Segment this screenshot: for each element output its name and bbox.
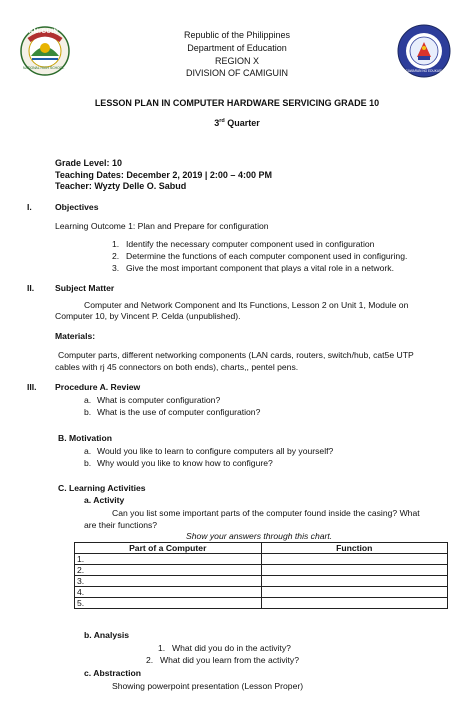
table-row [75, 565, 448, 576]
header-line-2: Department of Education [187, 43, 287, 53]
procedure-heading: Procedure A. Review [55, 382, 141, 392]
analysis-num-2: 2. [146, 655, 154, 665]
objective-text-2: Determine the functions of each computer component used in configuring. [126, 251, 408, 261]
table-row [75, 576, 448, 587]
motivation-num-b: b. [84, 458, 92, 468]
table-cell-part: 2. [75, 565, 262, 576]
objective-text-3: Give the most important component that plays a vital role in a network. [126, 263, 394, 273]
activity-table [74, 542, 448, 609]
table-cell-part: 4. [75, 587, 262, 598]
section-number-objectives: I. [27, 202, 32, 212]
motivation-text-a: Would you like to learn to configure computers all by yourself? [97, 446, 334, 456]
activity-line-2: are their functions? [84, 520, 158, 530]
objective-num-2: 2. [112, 251, 120, 261]
school-logo-top-text: CAMIGUIN [24, 29, 59, 35]
materials-line-1: Computer parts, different networking components (LAN cards, routers, switch/hub, cat5e UTP [58, 350, 414, 360]
objective-num-3: 3. [112, 263, 120, 273]
analysis-text-2: What did you learn from the activity? [160, 655, 299, 665]
header-line-4: DIVISION OF CAMIGUIN [185, 68, 288, 78]
section-number-subject: II. [27, 283, 35, 293]
deped-seal-text: KAGAWARAN NG EDUKASYON [401, 69, 449, 73]
motivation-num-a: a. [84, 446, 92, 456]
review-num-b: b. [84, 407, 92, 417]
analysis-num-1: 1. [158, 643, 166, 653]
teacher-name: Teacher: Wyzty Delle O. Sabud [55, 181, 187, 191]
table-row [75, 554, 448, 565]
quarter-word: Quarter [227, 118, 260, 128]
quarter-suffix: rd [219, 118, 225, 124]
table-cell-part: 5. [75, 598, 262, 609]
subject-line-1: Computer and Network Component and Its Functions, Lesson 2 on Unit 1, Module on [84, 300, 409, 310]
section-heading-objectives: Objectives [55, 202, 99, 212]
quarter-number: 3 [214, 118, 220, 128]
objective-num-1: 1. [112, 239, 120, 249]
table-cell-part: 1. [75, 554, 262, 565]
table-header-part: Part of a Computer [75, 543, 262, 554]
review-text-a: What is computer configuration? [97, 395, 221, 405]
motivation-heading: B. Motivation [58, 433, 112, 443]
materials-line-2: cables with rj 45 connectors on both ends), charts,, pentel pens. [55, 362, 299, 372]
abstraction-heading: c. Abstraction [84, 668, 141, 678]
header-line-3: REGION X [214, 56, 259, 66]
learning-activities-heading: C. Learning Activities [58, 483, 146, 493]
learning-outcome: Learning Outcome 1: Plan and Prepare for configuration [55, 221, 269, 231]
table-row [75, 598, 448, 609]
teaching-dates: Teaching Dates: December 2, 2019 | 2:00 – 4:00 PM [55, 170, 272, 180]
table-header-function: Function [261, 543, 448, 554]
header-line-1: Republic of the Philippines [183, 30, 291, 40]
materials-heading: Materials: [55, 331, 96, 341]
analysis-heading: b. Analysis [84, 630, 130, 640]
grade-level: Grade Level: 10 [55, 158, 123, 168]
activity-heading: a. Activity [84, 495, 125, 505]
subject-line-2: Computer 10, by Vincent P. Celda (unpublished). [55, 311, 241, 321]
section-heading-subject: Subject Matter [55, 283, 115, 293]
abstraction-text: Showing powerpoint presentation (Lesson Proper) [112, 681, 304, 691]
table-cell-function [261, 576, 448, 587]
school-logo-bottom-text: NATIONAL HIGH SCHOOL [23, 66, 65, 70]
objective-text-1: Identify the necessary computer component used in configuration [126, 239, 375, 249]
chart-caption: Show your answers through this chart. [186, 531, 333, 541]
table-cell-function [261, 587, 448, 598]
quarter-label [0, 118, 474, 128]
review-num-a: a. [84, 395, 92, 405]
motivation-text-b: Why would you like to know how to configure? [97, 458, 273, 468]
table-cell-function [261, 565, 448, 576]
table-header-row [75, 543, 448, 554]
activity-line-1: Can you list some important parts of the computer found inside the casing? What [112, 508, 420, 518]
document-title: LESSON PLAN IN COMPUTER HARDWARE SERVICING GRADE 10 [94, 98, 380, 108]
table-row [75, 587, 448, 598]
section-number-procedure: III. [27, 382, 37, 392]
table-cell-function [261, 598, 448, 609]
table-cell-part: 3. [75, 576, 262, 587]
analysis-text-1: What did you do in the activity? [172, 643, 291, 653]
table-cell-function [261, 554, 448, 565]
review-text-b: What is the use of computer configuration? [97, 407, 261, 417]
